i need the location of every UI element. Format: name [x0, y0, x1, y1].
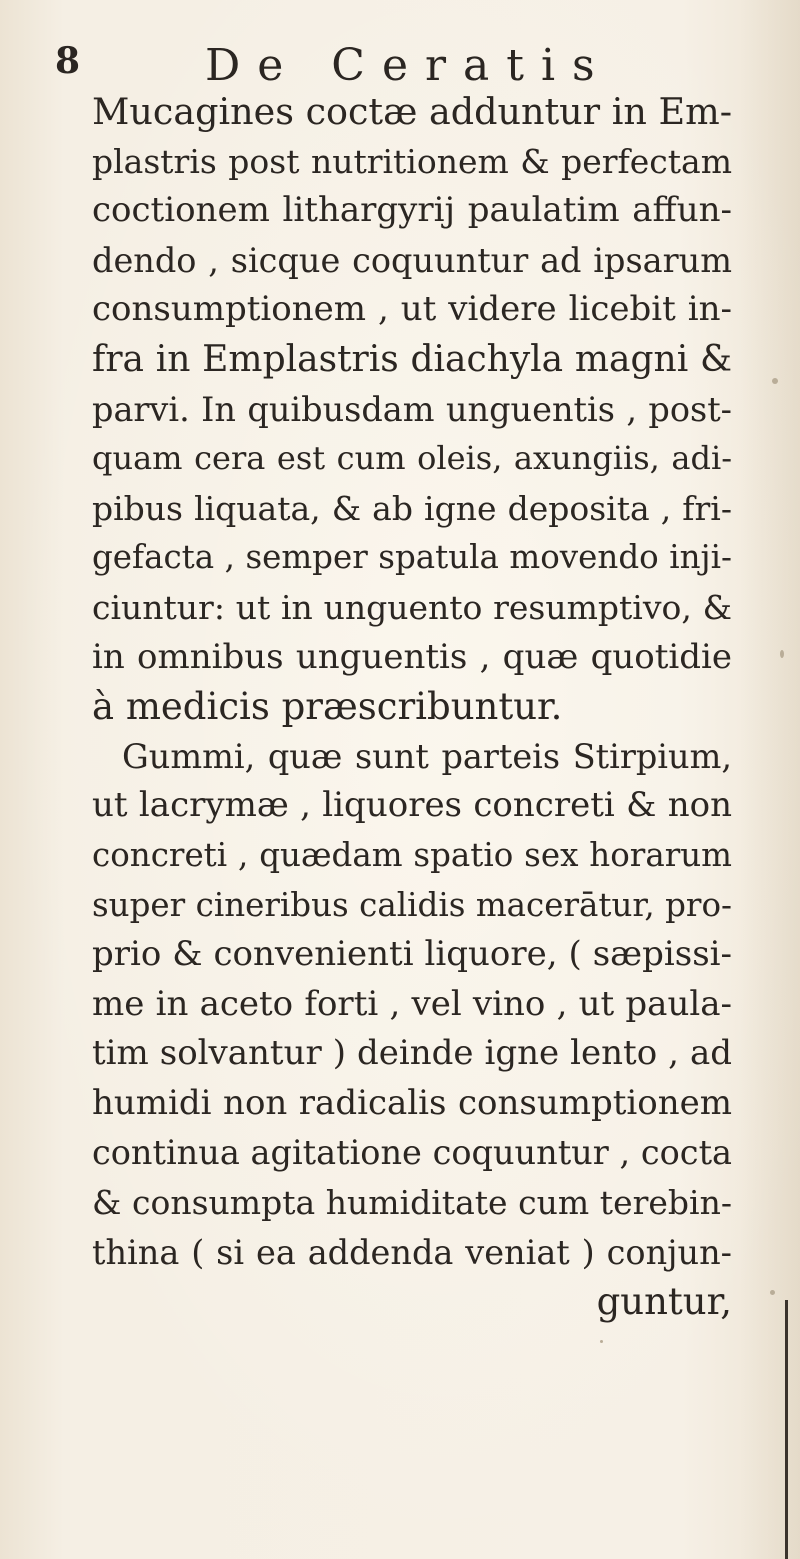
text-line: plastris post nutritionem & perfectam — [92, 141, 732, 181]
paragraph-start-line: Gummi, quæ sunt parteis Stirpium, — [122, 736, 732, 776]
text-line: parvi. In quibusdam unguentis , post- — [92, 389, 732, 429]
text-line: super cineribus calidis macerātur, pro- — [92, 885, 732, 924]
text-line: me in aceto forti , vel vino , ut paula- — [92, 983, 732, 1024]
text-line: prio & convenienti liquore, ( sæpissi- — [92, 934, 732, 975]
running-head-title: De Ceratis — [205, 40, 612, 91]
text-line: consumptionem , ut videre licebit in- — [92, 289, 732, 330]
text-line: & consumpta humiditate cum terebin- — [92, 1183, 732, 1223]
page-edge-shadow — [740, 0, 800, 1559]
page-number: 8 — [55, 40, 87, 82]
text-line: fra in Emplastris diachyla magni & — [92, 338, 732, 380]
text-line: gefacta , semper spatula movendo inji- — [92, 538, 732, 577]
text-line: tim solvantur ) deinde igne lento , ad — [92, 1033, 732, 1074]
text-line: continua agitatione coquuntur , cocta — [92, 1133, 732, 1173]
text-line: in omnibus unguentis , quæ quotidie — [92, 636, 732, 677]
text-line: ut lacrymæ , liquores concreti & non — [92, 785, 732, 826]
text-line: coctionem lithargyrij paulatim affun- — [92, 190, 732, 231]
text-line: Mucagines coctæ adduntur in Em- — [92, 90, 733, 133]
text-line: pibus liquata, & ab igne deposita , fri- — [92, 488, 732, 528]
body-text — [92, 87, 732, 1327]
text-line: quam cera est cum oleis, axungiis, adi- — [92, 439, 732, 478]
text-line: humidi non radicalis consumptionem — [92, 1082, 732, 1123]
text-line: ciuntur: ut in unguento resumptivo, & — [92, 587, 732, 627]
text-line: dendo , sicque coquuntur ad ipsarum — [92, 240, 732, 280]
text-line: thina ( si ea addenda veniat ) conjun- — [92, 1232, 732, 1272]
catchword: guntur, — [596, 1280, 732, 1324]
text-line: à medicis præscribuntur. — [92, 685, 563, 729]
text-line: concreti , quædam spatio sex horarum — [92, 835, 732, 874]
margin-rule — [785, 1300, 788, 1559]
